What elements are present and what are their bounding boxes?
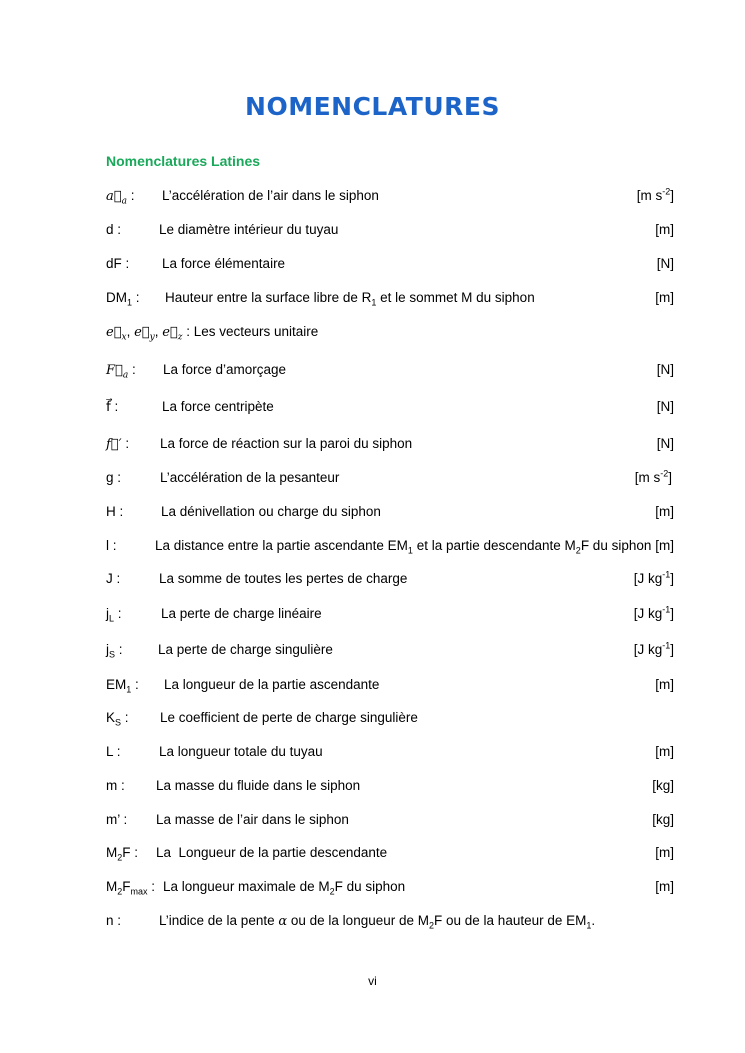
entry-description: La distance entre la partie ascendante $EM_1$ et la partie descendante $M_2F$ du siphon bbox=[155, 538, 652, 556]
nomenclature-entry bbox=[106, 843, 674, 863]
nomenclature-entry bbox=[106, 288, 674, 308]
nomenclature-entry bbox=[106, 569, 674, 589]
entry-symbol: f⃗′ : bbox=[106, 436, 130, 452]
nomenclature-entry bbox=[106, 468, 674, 488]
entry-symbol: n : bbox=[106, 913, 122, 928]
entry-symbol: $j_S$ : bbox=[106, 642, 123, 660]
entry-symbol: $e⃗_x$, $e⃗_y$, $e⃗_z$ : Les vecteurs unitaire bbox=[106, 324, 319, 343]
nomenclature-entry bbox=[106, 186, 674, 206]
entry-symbol: $K_S$ : bbox=[106, 710, 129, 728]
entry-unit: [m] bbox=[655, 504, 674, 519]
entry-symbol: m’ : bbox=[106, 812, 128, 827]
entry-unit: [m] bbox=[655, 879, 674, 894]
entry-description: L’accélération de la pesanteur bbox=[160, 470, 340, 485]
entry-symbol: l : bbox=[106, 538, 117, 553]
entry-unit: [m] bbox=[655, 677, 674, 692]
entry-description: La perte de charge linéaire bbox=[161, 606, 322, 621]
nomenclature-entry bbox=[106, 742, 674, 762]
entry-description: La force élémentaire bbox=[162, 256, 286, 271]
entry-unit: [m $s^{-2}$] bbox=[634, 468, 672, 485]
entry-unit: [N] bbox=[656, 362, 674, 377]
entry-symbol: f⃗ : bbox=[106, 399, 119, 414]
nomenclature-entry bbox=[106, 604, 674, 624]
entry-unit: [m] bbox=[655, 222, 674, 237]
entry-description: La masse de l’air dans le siphon bbox=[156, 812, 349, 827]
entry-symbol: $EM_1$ : bbox=[106, 677, 139, 695]
entry-symbol: dF : bbox=[106, 256, 130, 271]
entry-description: Le diamètre intérieur du tuyau bbox=[159, 222, 339, 237]
entry-unit: [m] bbox=[655, 744, 674, 759]
nomenclature-entry bbox=[106, 536, 674, 556]
entry-description: La longueur de la partie ascendante bbox=[164, 677, 380, 692]
nomenclature-entry bbox=[106, 640, 674, 660]
entry-symbol: H : bbox=[106, 504, 124, 519]
entry-symbol: $F⃗_a$ : bbox=[106, 362, 136, 381]
nomenclature-entry bbox=[106, 675, 674, 695]
entry-symbol: d : bbox=[106, 222, 122, 237]
entry-unit: [kg] bbox=[652, 812, 674, 827]
entry-unit: [N] bbox=[656, 399, 674, 414]
entry-description: La force centripète bbox=[162, 399, 274, 414]
entry-unit: [J $kg^{-1}$] bbox=[633, 640, 674, 657]
nomenclature-entry bbox=[106, 708, 674, 728]
entry-description: La dénivellation ou charge du siphon bbox=[161, 504, 381, 519]
entry-unit: [N] bbox=[656, 436, 674, 451]
nomenclature-entry bbox=[106, 810, 674, 830]
nomenclature-entry bbox=[106, 360, 674, 380]
entry-description: La force de réaction sur la paroi du siphon bbox=[160, 436, 413, 451]
nomenclature-entry bbox=[106, 502, 674, 522]
entry-description: La longueur maximale de $M_2F$ du siphon bbox=[163, 879, 406, 897]
entry-description: La longueur totale du tuyau bbox=[159, 744, 323, 759]
entry-unit: [kg] bbox=[652, 778, 674, 793]
entry-description: Le coefficient de perte de charge singulière bbox=[160, 710, 418, 725]
nomenclature-entry bbox=[106, 776, 674, 796]
entry-description: L’indice de la pente α ou de la longueur de $M_2F$ ou de la hauteur de $EM_1$. bbox=[159, 913, 596, 931]
entry-unit: [J $kg^{-1}$] bbox=[633, 604, 674, 621]
entry-description: La force d’amorçage bbox=[163, 362, 287, 377]
entry-description: Hauteur entre la surface libre de $R_1$ et le sommet M du siphon bbox=[165, 290, 535, 308]
entry-symbol: J : bbox=[106, 571, 121, 586]
entry-symbol: $j_L$ : bbox=[106, 606, 122, 624]
entry-unit: [N] bbox=[656, 256, 674, 271]
nomenclature-entry bbox=[106, 322, 674, 342]
entry-symbol: m : bbox=[106, 778, 125, 793]
entry-unit: [m $s^{-2}$] bbox=[636, 186, 674, 203]
entry-unit: [m] bbox=[655, 290, 674, 305]
entry-unit: [J $kg^{-1}$] bbox=[633, 569, 674, 586]
nomenclature-entry bbox=[106, 911, 674, 931]
page-number: vi bbox=[368, 974, 377, 988]
page-title: NOMENCLATURES bbox=[245, 92, 500, 121]
entry-unit: [m] bbox=[655, 845, 674, 860]
entry-unit: [m] bbox=[655, 538, 674, 553]
nomenclature-entry bbox=[106, 254, 674, 274]
nomenclature-entry bbox=[106, 877, 674, 897]
nomenclature-entry bbox=[106, 397, 674, 417]
nomenclature-entry bbox=[106, 220, 674, 240]
entry-symbol: $a⃗_a$ : bbox=[106, 188, 135, 207]
section-title: Nomenclatures Latines bbox=[106, 153, 261, 169]
entry-description: La Longueur de la partie descendante bbox=[156, 845, 388, 860]
entry-symbol: $M_2F_{max}$ : bbox=[106, 879, 156, 897]
entry-symbol: g : bbox=[106, 470, 122, 485]
entry-description: La masse du fluide dans le siphon bbox=[156, 778, 361, 793]
entry-description: La somme de toutes les pertes de charge bbox=[159, 571, 408, 586]
entry-symbol: $M_2F$ : bbox=[106, 845, 139, 863]
nomenclature-entry bbox=[106, 434, 674, 454]
entry-description: L’accélération de l’air dans le siphon bbox=[162, 188, 379, 203]
entry-symbol: L : bbox=[106, 744, 121, 759]
entry-description: La perte de charge singulière bbox=[158, 642, 333, 657]
entry-symbol: $DM_1$ : bbox=[106, 290, 140, 308]
